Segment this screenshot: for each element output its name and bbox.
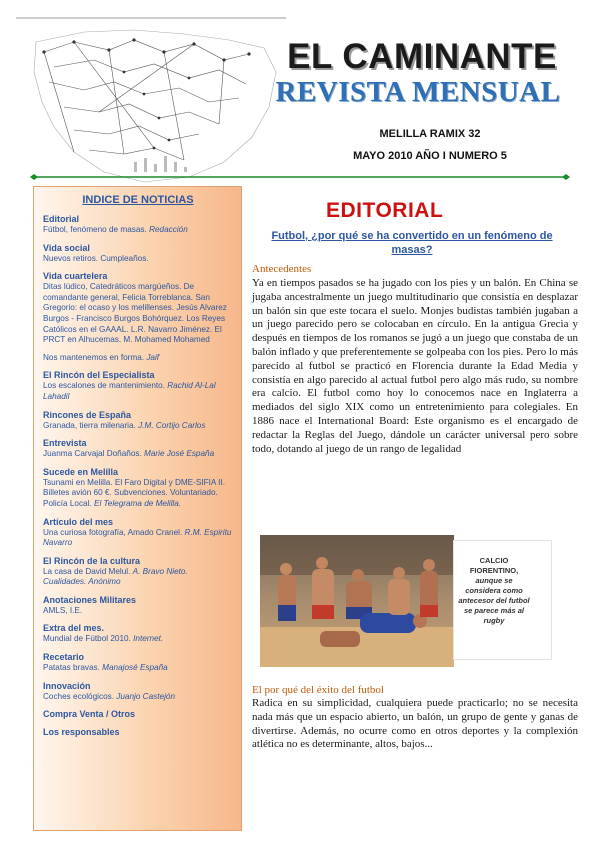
index-entry-body <box>43 692 233 703</box>
index-entry[interactable] <box>43 623 233 645</box>
index-entry[interactable] <box>43 556 233 588</box>
index-entry[interactable] <box>43 438 233 460</box>
index-entry-body <box>43 528 233 549</box>
index-entry[interactable] <box>43 652 233 674</box>
index-entry-author: R.M. Espiritu Navarro <box>43 527 232 548</box>
news-index-sidebar <box>33 186 242 831</box>
index-entry-text: Fútbol, fenómeno de masas. <box>43 225 147 234</box>
index-entry[interactable] <box>43 681 233 703</box>
editorial-paragraph-1: Ya en tiempos pasados se ha jugado con los pies y un balón. En China se jugaba ancestralmente un juego multitudinario que consistía en desplazar un balón sin que este tocara el suelo. Monjes budistas también jugaban a un juego parecido pero se colocaban en círculo. En la antigua Grecia y después en tiempos de los romanos se jugó a un juego que constaba de un balón inflado y que preferentemente se golpeaba con los pies. Pero lo más parecido al futbol se practicó en Florencia durante la Edad Media y consistía en algo parecido al actual futbol pero algo más rudo, su nombre era calcio. El futbol como hoy lo conocemos nace en Inglaterra a mediados del siglo XIX como un entretenimiento para colegiales. En 1886 nace el International Board: Este organismo es el encargado de redactar la Reglas del Juego, dándole un carácter universal pero sobre todo, dotando al juego de un rango de legalidad <box>252 277 578 455</box>
index-entry[interactable] <box>43 467 233 510</box>
index-entry-text: Mundial de Fútbol 2010. <box>43 634 131 644</box>
index-entry[interactable] <box>43 271 233 346</box>
index-entry-author: Internet. <box>133 634 164 644</box>
index-entry[interactable] <box>43 517 233 549</box>
index-entry-text: Ditas lúdico, Catedráticos margúeños. De comandante general, Felicia Torreblanca. San Gregorio: el ocaso y los melillenses. Jesús Alvarez Burgos - Francisco Burgos Bohórquez. Los Reyes Católicos en el GAAAL. L.R. Navarro Jiménez. El PRCT en Alhucemas. M. Mohamed Mohamed <box>43 282 227 345</box>
index-entry-title: Rincones de España <box>43 409 132 420</box>
index-entry-text: Juanma Carvajal Doñaños. <box>43 449 142 459</box>
section-heading-exito: El por qué del éxito del futbol <box>252 684 384 696</box>
index-entry-body <box>43 449 233 460</box>
index-entry[interactable] <box>43 727 233 738</box>
index-entry-body <box>43 567 233 588</box>
index-entry-title: Extra del mes. <box>43 623 105 634</box>
index-entry-title: Recetario <box>43 652 85 663</box>
index-entry-title: Vida social <box>43 242 90 253</box>
index-entry[interactable] <box>43 709 233 720</box>
index-entry-text: Tsunami en Melilla. El Faro Digital y DME-SIFIA II. Billetes avión 60 €. Subvenciones. Voluntariado. Policía Local. <box>43 477 225 508</box>
header-divider <box>30 174 570 180</box>
index-entry-author: Juanjo Castejón <box>116 691 175 701</box>
index-entry-author: Redacción <box>149 225 188 234</box>
index-entry-text: Nos mantenemos en forma. <box>43 352 145 362</box>
photo-caption-title: CALCIO FIORENTINO, <box>469 556 519 575</box>
news-index-list <box>43 214 233 738</box>
index-entry-title: Sucede en Melilla <box>43 466 119 477</box>
issue-date-line: MAYO 2010 AÑO I NUMERO 5 <box>353 150 507 162</box>
route-map-illustration <box>14 12 286 188</box>
photo-caption <box>458 556 530 626</box>
index-entry-title: Vida cuartelera <box>43 271 108 282</box>
index-entry-body <box>43 282 233 346</box>
index-entry-body <box>43 634 233 645</box>
index-entry-body <box>43 353 233 364</box>
index-entry-author: Marie José España <box>144 449 215 459</box>
editorial-subheading[interactable]: Futbol, ¿por qué se ha convertido en un fenómeno de masas? <box>271 230 553 256</box>
index-entry-text: Patatas bravas. <box>43 663 100 673</box>
news-index-heading: INDICE DE NOTICIAS <box>82 194 194 206</box>
magazine-title: EL CAMINANTE <box>287 37 557 76</box>
index-entry-text: Granada, tierra milenaria. <box>43 420 136 430</box>
index-entry[interactable] <box>43 595 233 617</box>
index-entry-text: Nuevos retiros. Cumpleaños. <box>43 253 149 263</box>
index-entry-body <box>43 381 233 402</box>
index-entry-text: Una curiosa fotografía, Amado Cranel. <box>43 527 183 537</box>
index-entry[interactable] <box>43 243 233 265</box>
index-entry-text: Coches ecológicos. <box>43 691 114 701</box>
index-entry[interactable] <box>43 370 233 402</box>
calcio-photo <box>260 535 454 667</box>
index-entry-title: Innovación <box>43 680 91 691</box>
index-entry-text: AMLS, I.E. <box>43 605 83 615</box>
photo-caption-text: aunque se considera como antecesor del futbol se parece más al rugby <box>458 576 530 625</box>
index-entry-text: La casa de David Melul. <box>43 566 131 576</box>
index-entry-title: Artículo del mes <box>43 516 114 527</box>
index-entry-body <box>43 421 233 432</box>
place-line: MELILLA RAMIX 32 <box>379 128 481 140</box>
editorial-heading: EDITORIAL <box>326 199 444 222</box>
index-entry-body <box>43 478 233 510</box>
index-entry-title: Los responsables <box>43 727 120 738</box>
index-entry-title: El Rincón del Especialista <box>43 370 155 381</box>
index-entry-title: Compra Venta / Otros <box>43 709 136 720</box>
index-entry-body <box>43 606 233 617</box>
index-entry-title: Anotaciones Militares <box>43 594 137 605</box>
index-entry[interactable] <box>43 410 233 432</box>
section-heading-antecedentes: Antecedentes <box>252 263 312 275</box>
index-entry-text: Los escalones de mantenimiento. <box>43 381 165 391</box>
index-entry-body <box>43 254 233 265</box>
index-entry-author: Manajosé España <box>102 663 168 673</box>
index-entry-author: A. Bravo Nieto. Cualidades. Anónimo <box>43 566 188 587</box>
index-entry-author: El Telegrama de Melilla. <box>93 498 182 508</box>
index-entry[interactable] <box>43 214 233 236</box>
index-entry-title: Entrevista <box>43 438 87 449</box>
index-entry-body <box>43 663 233 674</box>
magazine-subtitle: REVISTA MENSUAL <box>275 76 561 108</box>
index-entry[interactable] <box>43 353 233 364</box>
editorial-paragraph-2: Radica en su simplicidad, cualquiera puede practicarlo; no se necesita nada más que un espacio abierto, un balón, un grupo de gente y ganas de divertirse. Además, no ocurre como en otros deportes y la complexión atlética no es determinante, altos, bajos... <box>252 697 578 751</box>
index-entry-title: Editorial <box>43 214 80 224</box>
index-entry-author: Rachid Al-Lal Lahadil <box>43 381 216 401</box>
index-entry-author: J.M. Cortijo Carlos <box>138 420 206 430</box>
index-entry-title: El Rincón de la cultura <box>43 555 141 566</box>
index-entry-body <box>43 225 233 236</box>
index-entry-author: Jaif <box>146 352 160 362</box>
